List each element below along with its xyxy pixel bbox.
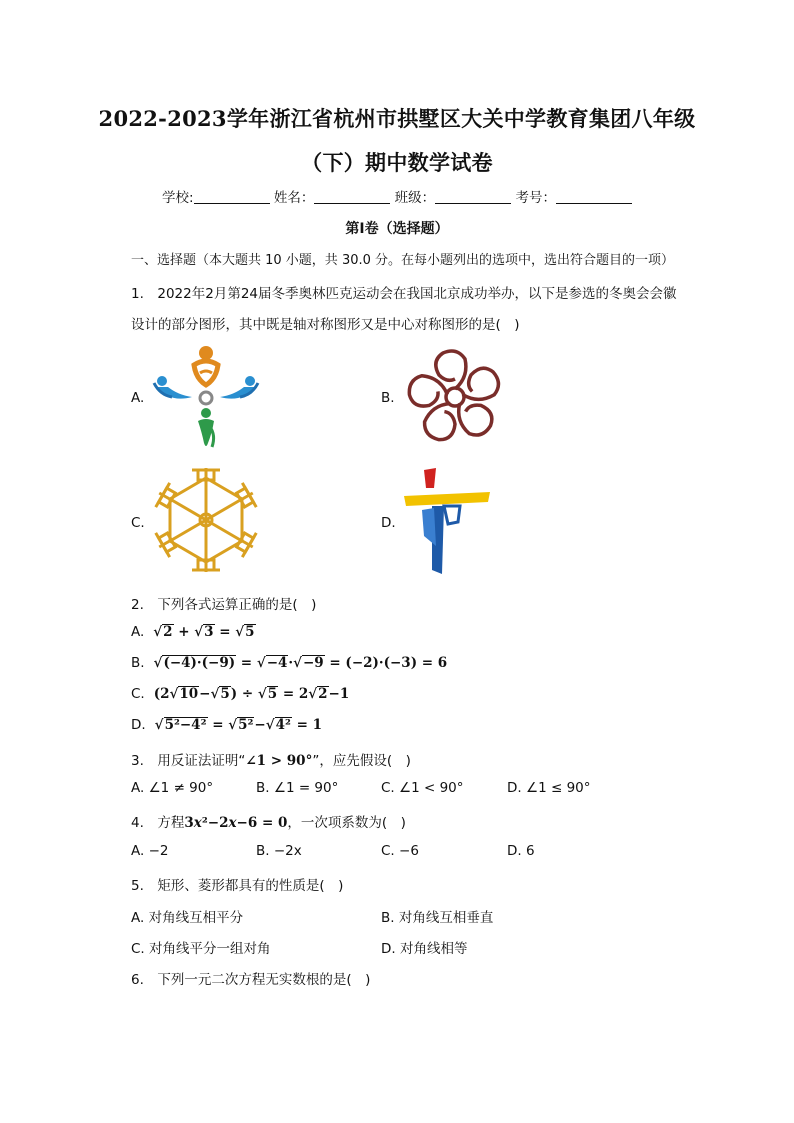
q3-option-b[interactable]: B. ∠1 = 90°	[256, 780, 339, 796]
q1-stem-line2: 设计的部分图形，其中既是轴对称图形又是中心对称图形的是( )	[131, 317, 520, 333]
logo-b-image	[400, 343, 510, 451]
q6-stem: 6. 下列一元二次方程无实数根的是( )	[131, 972, 371, 988]
q4-stem-post: ，一次项系数为( )	[287, 815, 406, 831]
name-blank[interactable]	[314, 189, 390, 204]
q2-option-d-formula: √5²−4² = √5²−√4² = 1	[149, 717, 323, 733]
school-blank[interactable]	[194, 189, 270, 204]
section-heading: 一、选择题（本大题共 10 小题，共 30.0 分。在每小题列出的选项中，选出符合题目的一项）	[131, 253, 675, 268]
student-info-row	[0, 186, 794, 206]
q3-option-a[interactable]: A. ∠1 ≠ 90°	[131, 780, 214, 796]
q3-stem	[131, 749, 411, 769]
q2-option-c-label: C.	[131, 686, 145, 702]
q2-option-c-formula: (2√10−√5) ÷ √5 = 2√2−1	[149, 686, 350, 702]
class-label: 班级：	[394, 190, 436, 206]
exam-title-line1: 2022-2023学年浙江省杭州市拱墅区大关中学教育集团八年级	[98, 106, 696, 131]
q1-option-b-label: B.	[381, 390, 395, 406]
q4-stem-pre: 4. 方程	[131, 815, 185, 831]
logo-d-image	[402, 466, 494, 576]
exam-title-line2: （下）期中数学试卷	[301, 150, 493, 175]
exam-no-label: 考号：	[515, 190, 556, 206]
volume-heading: 第Ⅰ卷（选择题）	[345, 221, 449, 237]
q2-option-c[interactable]	[131, 686, 349, 702]
q4-option-a[interactable]: A. −2	[131, 843, 169, 859]
q5-option-a[interactable]: A. 对角线互相平分	[131, 910, 244, 926]
q2-option-d[interactable]	[131, 717, 322, 733]
q1-option-a-label: A.	[131, 390, 145, 406]
q3-stem-math: ∠1 > 90°	[245, 753, 313, 769]
q3-stem-pre: 3. 用反证法证明“	[131, 753, 246, 769]
q2-option-a[interactable]	[131, 624, 256, 640]
q2-option-a-formula: √2 + √3 = √5	[148, 624, 255, 640]
q4-option-c[interactable]: C. −6	[381, 843, 419, 859]
logo-a-image	[150, 343, 262, 451]
logo-c-image	[150, 468, 262, 572]
q5-option-b[interactable]: B. 对角线互相垂直	[381, 910, 494, 926]
q3-option-d[interactable]: D. ∠1 ≤ 90°	[507, 780, 591, 796]
q5-stem: 5. 矩形、菱形都具有的性质是( )	[131, 878, 344, 894]
q3-option-c[interactable]: C. ∠1 < 90°	[381, 780, 464, 796]
q4-equation: 3x²−2x−6 = 0	[184, 815, 288, 831]
q2-option-b[interactable]	[131, 655, 447, 671]
q5-option-c[interactable]: C. 对角线平分一组对角	[131, 941, 271, 957]
q4-option-b[interactable]: B. −2x	[256, 843, 302, 859]
name-label: 姓名：	[273, 190, 315, 206]
exam-no-blank[interactable]	[556, 189, 632, 204]
q2-option-a-label: A.	[131, 624, 145, 640]
q2-option-b-formula: √(−4)·(−9) = √−4·√−9 = (−2)·(−3) = 6	[148, 655, 448, 671]
q1-stem-line1: 1. 2022年2月第24届冬季奥林匹克运动会在我国北京成功举办，以下是参选的冬奥会会徽	[131, 286, 677, 302]
q4-option-d[interactable]: D. 6	[507, 843, 535, 859]
q5-option-d[interactable]: D. 对角线相等	[381, 941, 468, 957]
school-label: 学校:	[162, 190, 194, 206]
q3-stem-post: ”，应先假设( )	[312, 753, 411, 769]
class-blank[interactable]	[435, 189, 511, 204]
q2-option-b-label: B.	[131, 655, 145, 671]
q2-stem: 2. 下列各式运算正确的是( )	[131, 597, 317, 613]
q1-option-c-label: C.	[131, 515, 145, 531]
q4-stem	[131, 811, 406, 831]
q1-option-d-label: D.	[381, 515, 396, 531]
q2-option-d-label: D.	[131, 717, 146, 733]
